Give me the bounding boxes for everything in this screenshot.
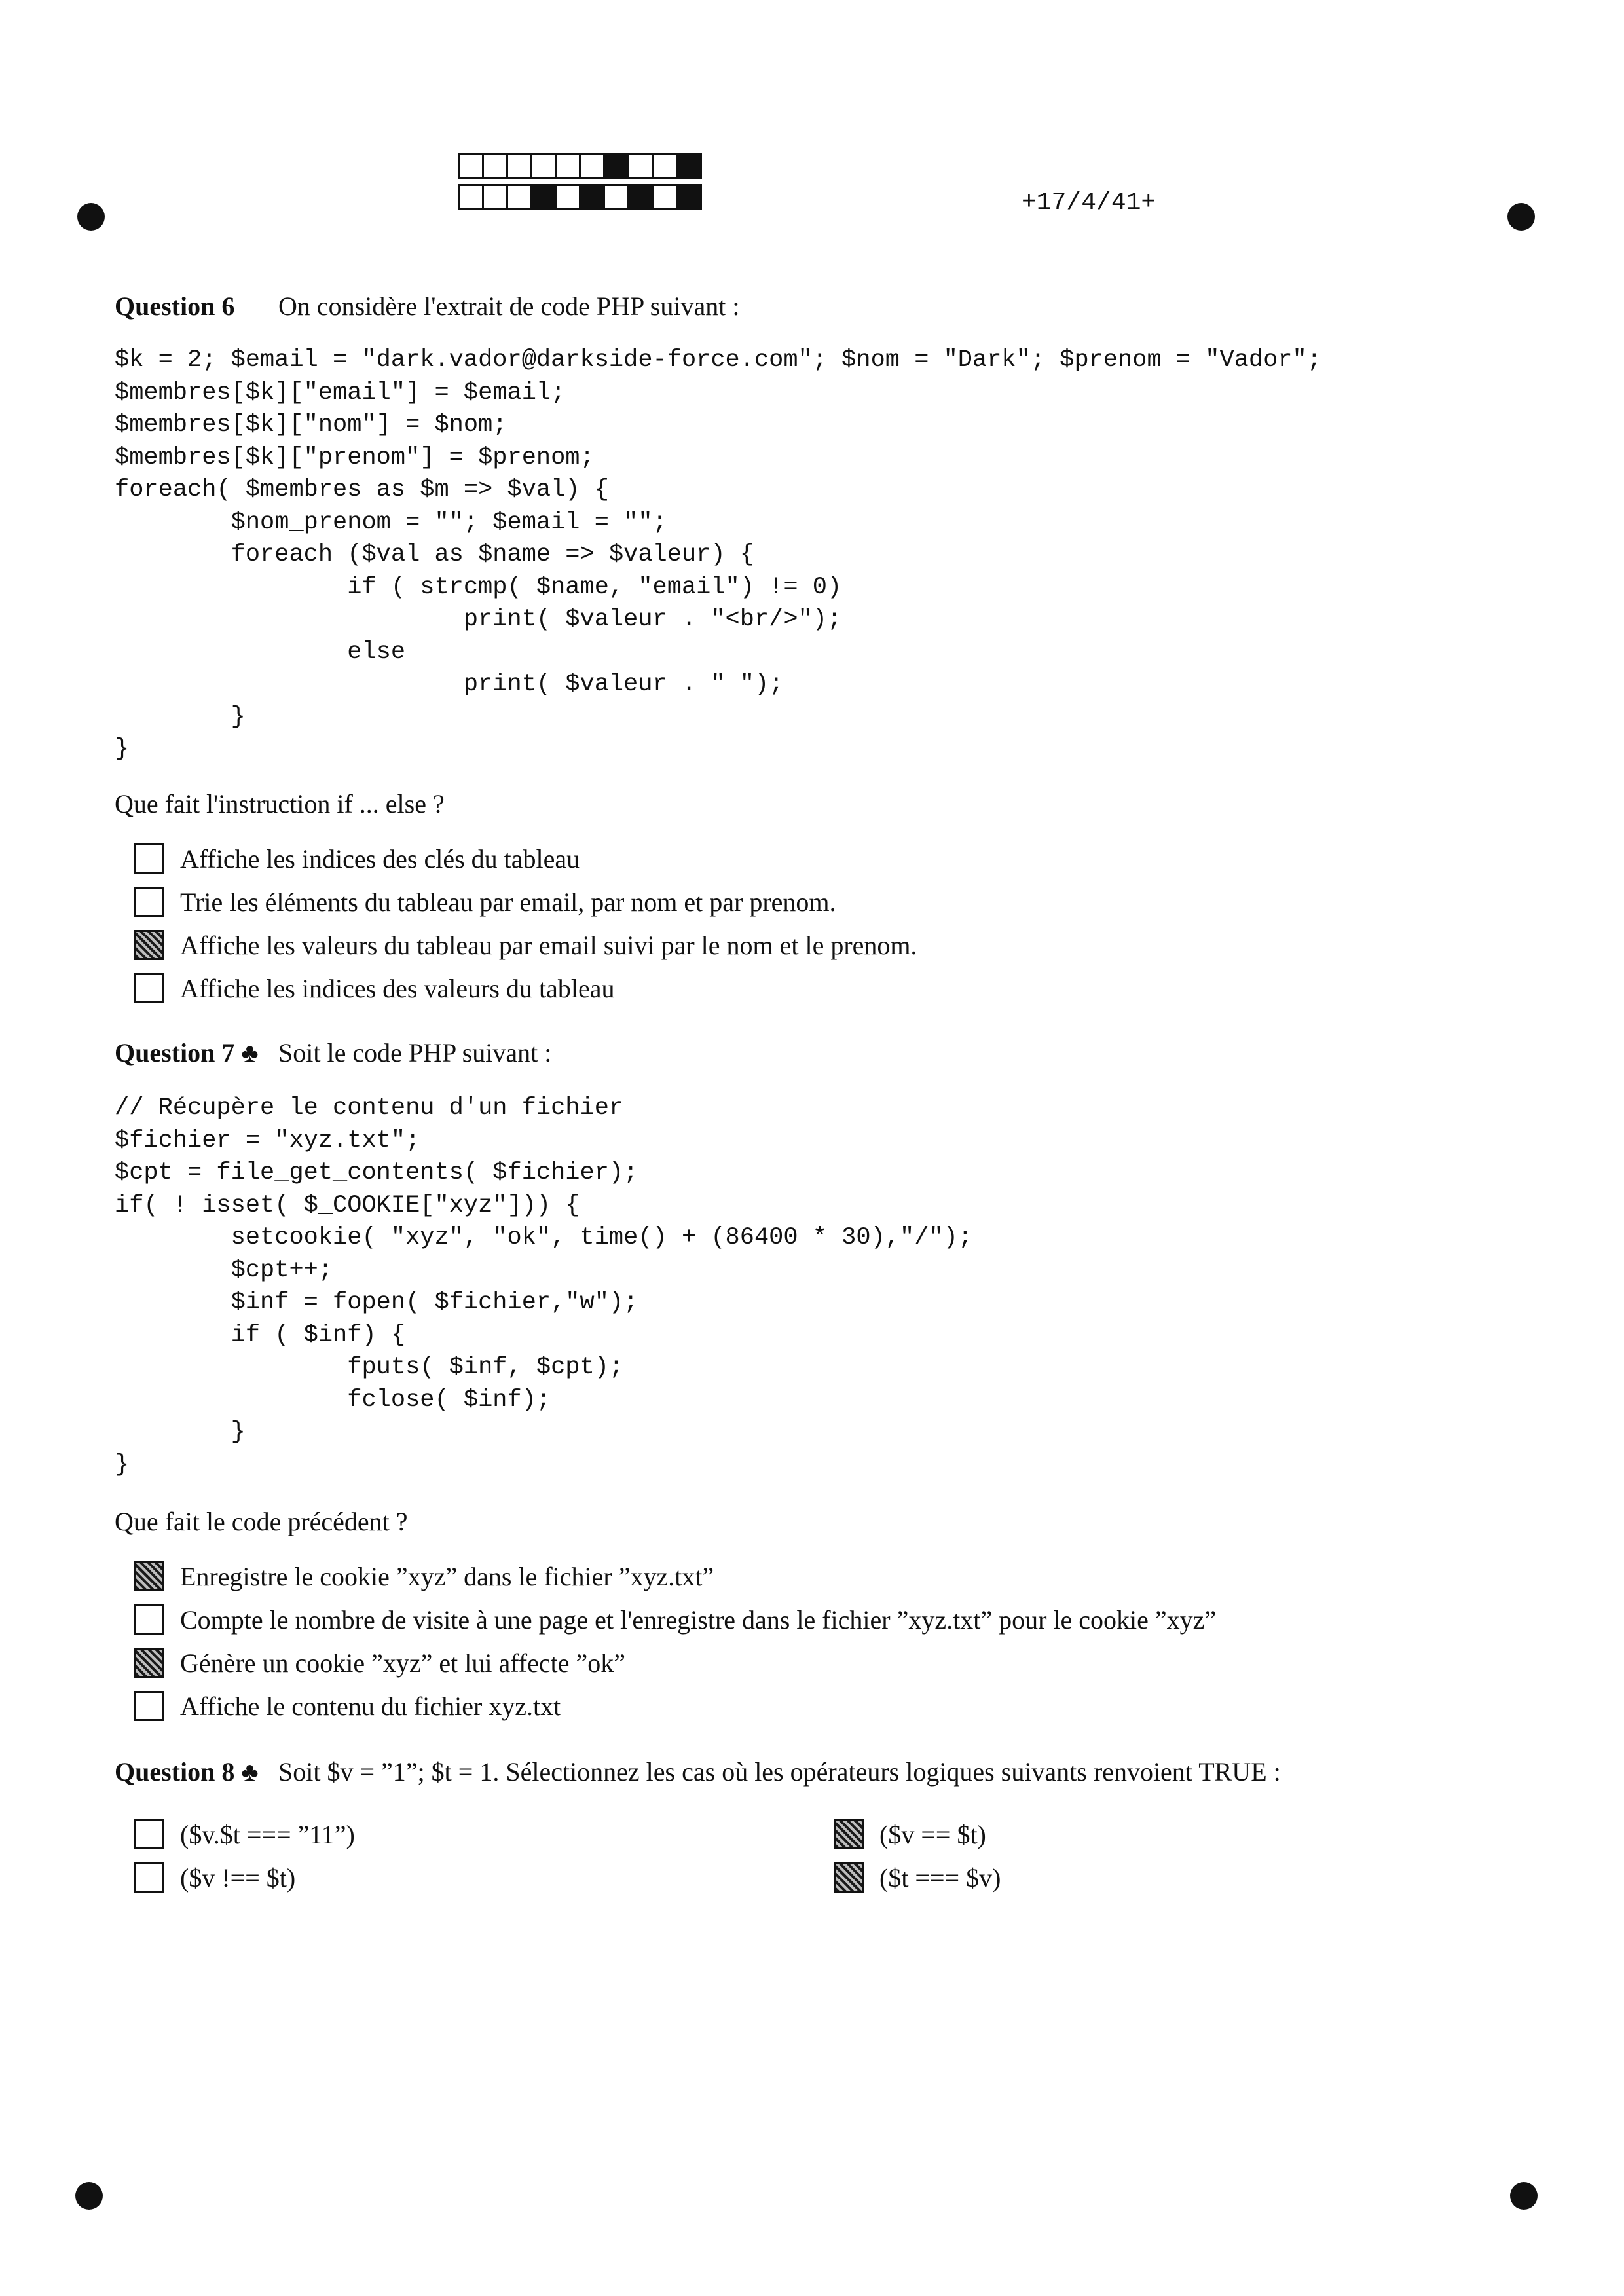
id-grid-cell [530,153,557,179]
answer-choice[interactable] [134,967,917,1010]
answer-label: Trie les éléments du tableau par email, par nom et par prenom. [180,887,836,917]
answer-choice[interactable] [134,880,917,923]
id-grid-cell [579,153,605,179]
question-7-heading [115,1037,551,1068]
student-id-grid-row-1 [458,153,700,179]
question-7-prompt: Que fait le code précédent ? [115,1507,408,1536]
id-grid-cell-filled [627,184,654,210]
question-8-choices-right [834,1813,1001,1899]
id-grid-cell-filled [676,184,702,210]
question-6-number: Question 6 [115,291,235,321]
checked-checkbox[interactable] [134,1561,164,1591]
id-grid-cell-filled [676,153,702,179]
question-6-intro: On considère l'extrait de code PHP suivant : [278,291,740,321]
answer-label: Enregistre le cookie ”xyz” dans le fichier ”xyz.txt” [180,1561,714,1591]
checkbox[interactable] [134,973,164,1003]
club-icon: ♣ [241,1757,259,1787]
checked-checkbox[interactable] [134,930,164,960]
id-grid-cell [482,153,508,179]
answer-label: Génère un cookie ”xyz” et lui affecte ”ok” [180,1648,625,1678]
question-6-code: $k = 2; $email = "dark.vador@darkside-force.com"; $nom = "Dark"; $prenom = "Vador"; $membres[$k]["email"] = $email; $membres[$k]["nom"] = $nom; $membres[$k]["prenom"] = $prenom; foreach( $membres as $m => $val) { $nom_prenom = ""; $email = ""; foreach ($val as $name => $valeur) { if ( strcmp( $name, "email") != 0) print( $valeur . "<br/>"); else print( $valeur . " "); } } [115,346,1321,763]
club-icon: ♣ [241,1038,259,1067]
id-grid-cell-filled [603,153,629,179]
registration-mark-top-right [1507,203,1535,231]
checkbox[interactable] [134,843,164,874]
registration-mark-top-left [77,203,105,231]
id-grid-cell [482,184,508,210]
id-grid-cell [506,184,532,210]
question-6-prompt: Que fait l'instruction if ... else ? [115,789,445,819]
question-8-intro: Soit $v = ”1”; $t = 1. Sélectionnez les cas où les opérateurs logiques suivants renvoient TRUE : [278,1757,1281,1787]
answer-choice[interactable] [834,1813,1001,1856]
answer-label: ($v !== $t) [180,1862,296,1893]
checkbox[interactable] [134,1862,164,1893]
question-8-label [115,1756,278,1787]
question-7-intro: Soit le code PHP suivant : [278,1038,552,1067]
registration-mark-bottom-right [1510,2182,1538,2210]
answer-label: Affiche les indices des clés du tableau [180,843,580,874]
id-grid-cell [458,184,484,210]
question-6-label [115,291,278,322]
question-8-number: Question 8 [115,1757,235,1787]
id-grid-cell [603,184,629,210]
checkbox[interactable] [134,1819,164,1849]
answer-choice[interactable] [134,1813,355,1856]
question-7-label [115,1037,278,1068]
copy-id: +17/4/41+ [1022,189,1156,217]
answer-label: Compte le nombre de visite à une page et l'enregistre dans le fichier ”xyz.txt” pour le cookie ”xyz” [180,1604,1217,1635]
question-7-number: Question 7 [115,1038,235,1067]
answer-choice[interactable] [134,923,917,967]
checked-checkbox[interactable] [834,1819,864,1849]
id-grid-cell-filled [579,184,605,210]
answer-label: Affiche le contenu du fichier xyz.txt [180,1691,561,1721]
question-8-choices-left [134,1813,355,1899]
answer-label: ($v.$t === ”11”) [180,1819,355,1849]
id-grid-cell [652,184,678,210]
id-grid-cell [555,184,581,210]
id-grid-cell [458,153,484,179]
answer-label: ($t === $v) [879,1862,1001,1893]
answer-choice[interactable] [134,1641,1216,1684]
registration-mark-bottom-left [75,2182,103,2210]
answer-choice[interactable] [134,1598,1216,1641]
id-grid-cell [627,153,654,179]
question-6-heading [115,291,739,322]
answer-choice[interactable] [134,1856,355,1899]
answer-choice[interactable] [134,837,917,880]
checked-checkbox[interactable] [834,1862,864,1893]
id-grid-cell [555,153,581,179]
answer-label: Affiche les indices des valeurs du tableau [180,973,615,1003]
question-7-code: // Récupère le contenu d'un fichier $fichier = "xyz.txt"; $cpt = file_get_contents( $fichier); if( ! isset( $_COOKIE["xyz"])) { setcookie( "xyz", "ok", time() + (86400 * 30),"/"); $cpt++; $inf = fopen( $fichier,"w"); if ( $inf) { fputs( $inf, $cpt); fclose( $inf); } } [115,1094,973,1479]
id-grid-cell-filled [530,184,557,210]
question-6-choices [134,837,917,1010]
student-id-grid-row-2 [458,184,700,210]
question-8-heading [115,1756,1281,1787]
id-grid-cell [652,153,678,179]
id-grid-cell [506,153,532,179]
checked-checkbox[interactable] [134,1648,164,1678]
checkbox[interactable] [134,887,164,917]
answer-choice[interactable] [134,1684,1216,1728]
answer-label: ($v == $t) [879,1819,986,1849]
answer-choice[interactable] [834,1856,1001,1899]
question-7-choices [134,1555,1216,1728]
answer-choice[interactable] [134,1555,1216,1598]
checkbox[interactable] [134,1604,164,1635]
answer-label: Affiche les valeurs du tableau par email suivi par le nom et le prenom. [180,930,917,960]
checkbox[interactable] [134,1691,164,1721]
